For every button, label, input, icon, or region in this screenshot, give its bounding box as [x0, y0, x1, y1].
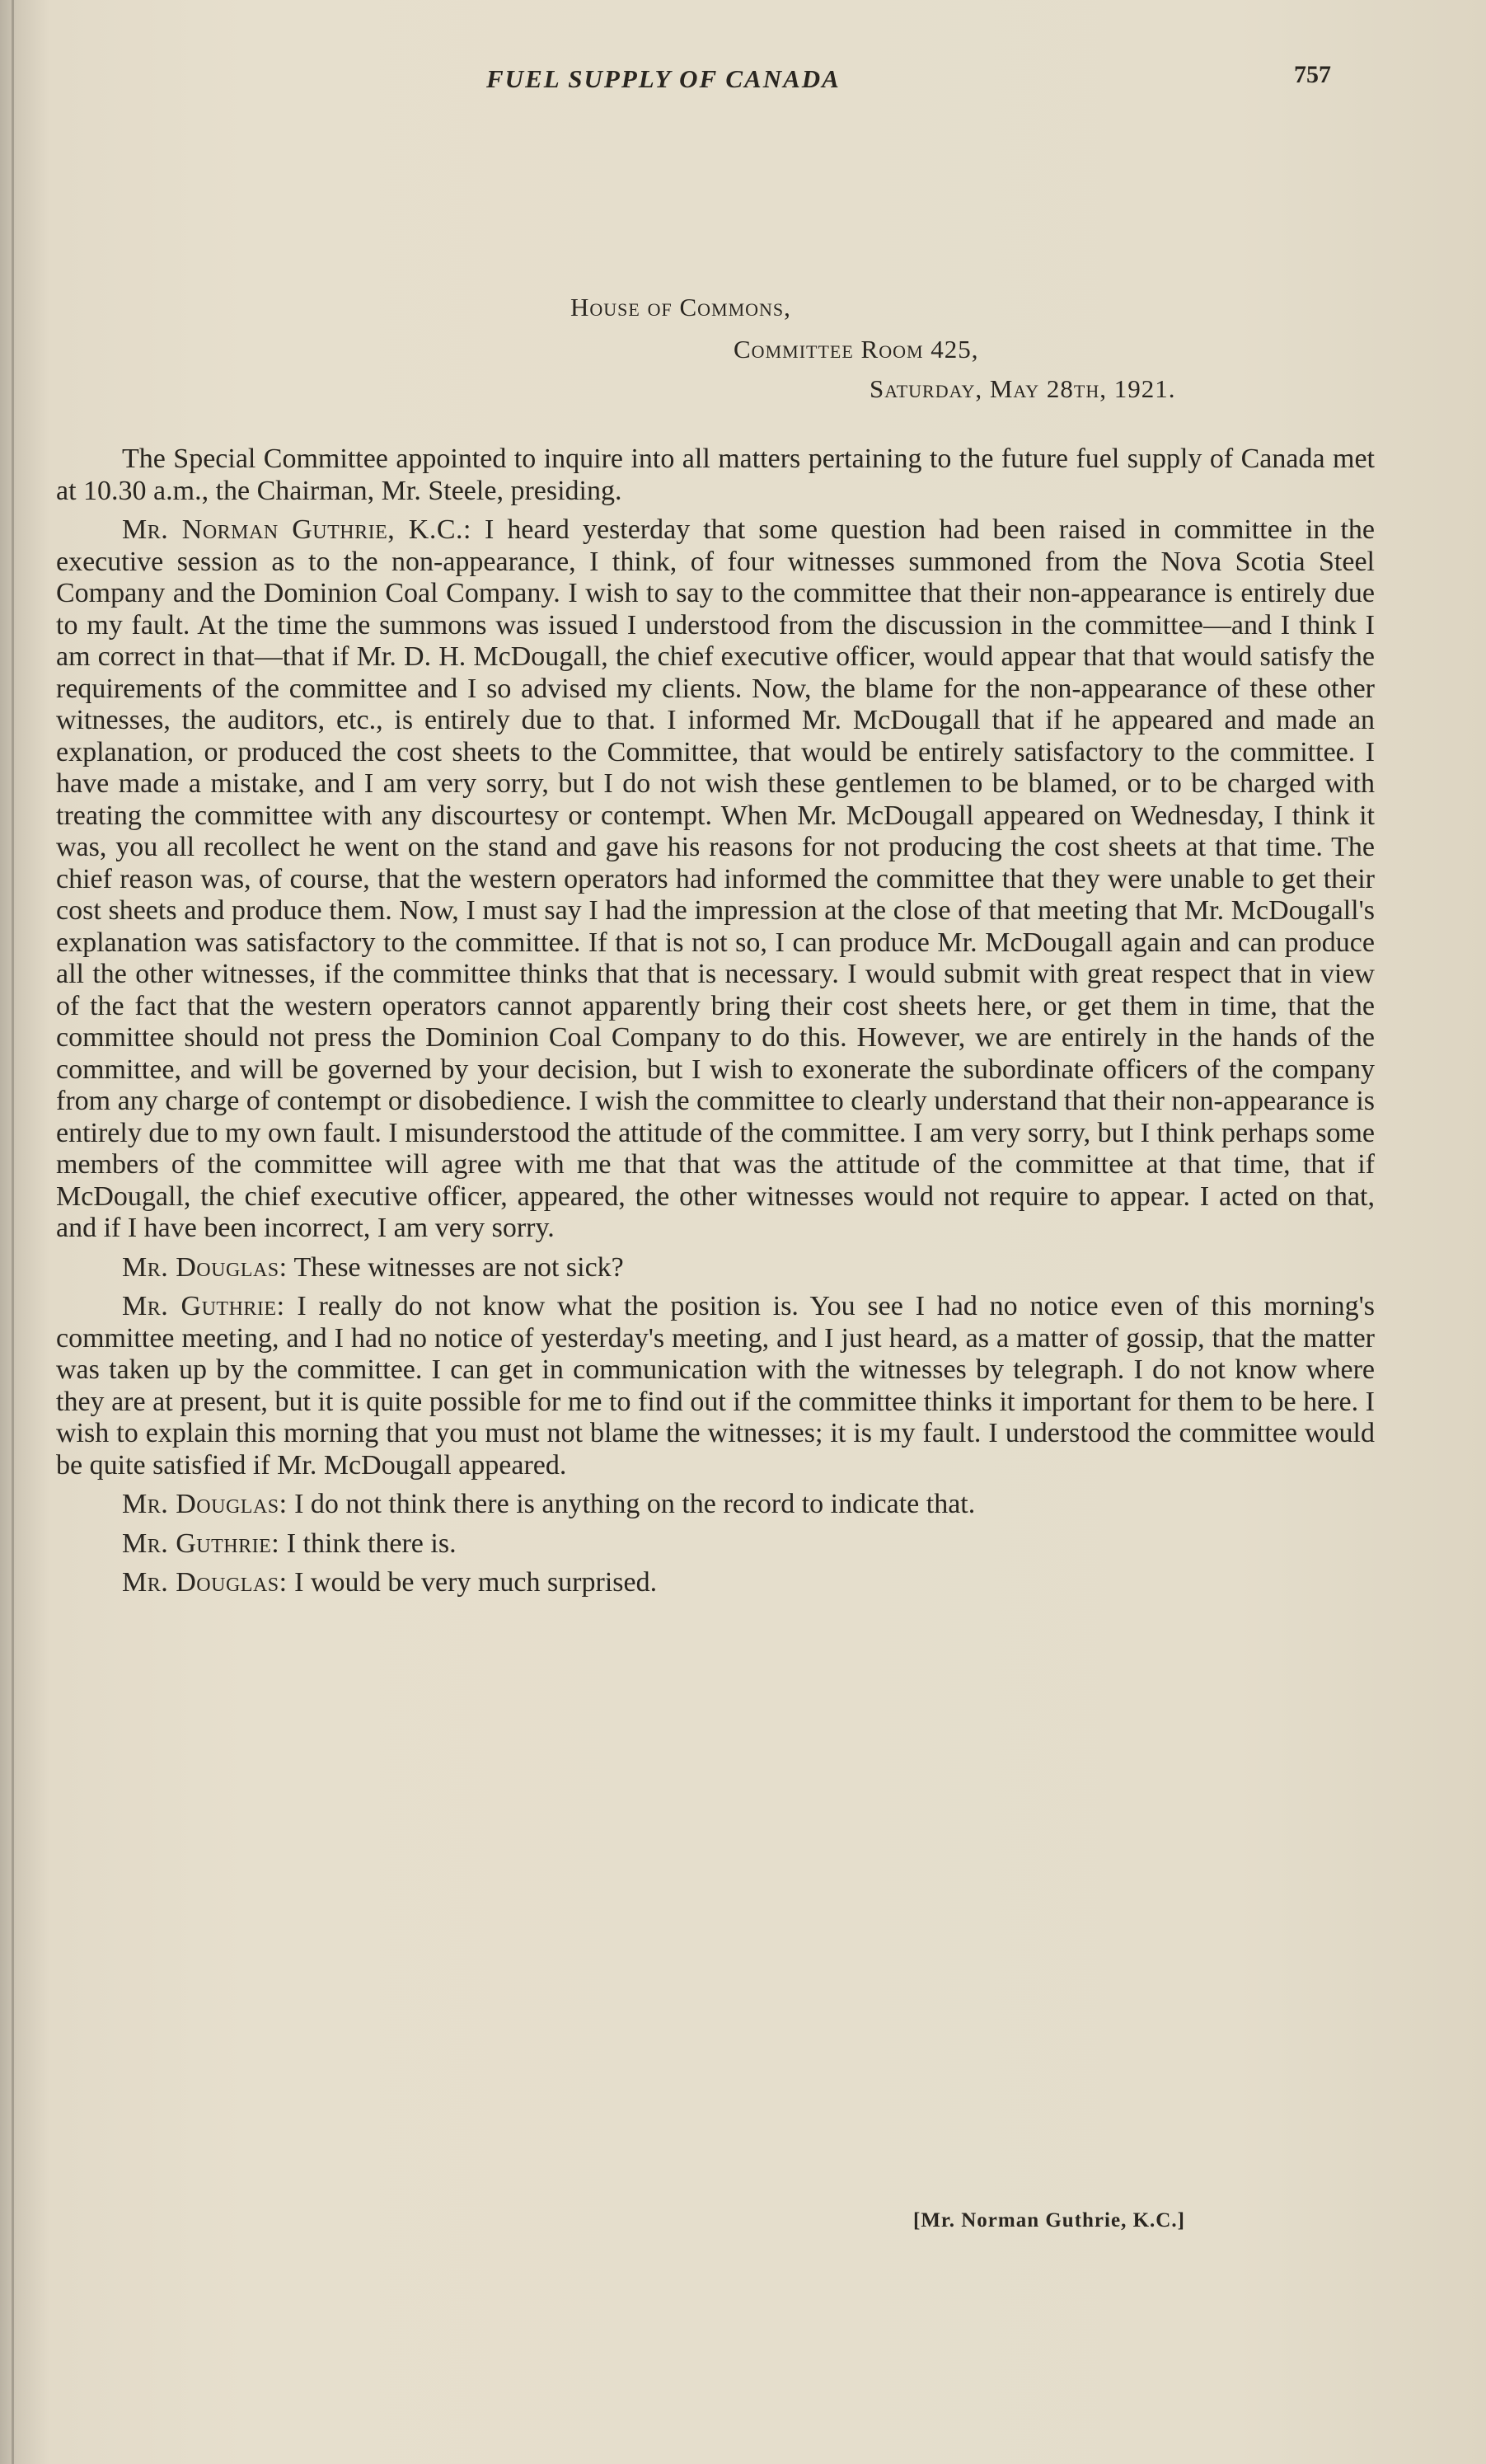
running-title: FUEL SUPPLY OF CANADA: [486, 64, 841, 93]
speaker-label: Mr. Guthrie:: [122, 1291, 285, 1321]
speaker-label: Mr. Guthrie:: [122, 1528, 280, 1559]
speaker-label: Mr. Norman Guthrie, K.C.:: [122, 514, 471, 545]
heading-house: House of Commons,: [570, 293, 791, 321]
binding-gutter: [12, 0, 14, 2464]
proceedings-text: [56, 444, 1375, 1607]
speaker-label: Mr. Douglas:: [122, 1251, 288, 1283]
paragraph-text: I think there is.: [279, 1528, 457, 1559]
paragraph-text: I do not think there is anything on the record to indicate that.: [287, 1489, 976, 1519]
running-header: [0, 61, 1486, 106]
speaker-label: Mr. Douglas:: [122, 1489, 288, 1519]
paragraph-opening: [56, 444, 1375, 507]
heading-room: Committee Room 425,: [734, 335, 979, 364]
speaker-catchword: [Mr. Norman Guthrie, K.C.]: [913, 2209, 1185, 2232]
paragraph-guthrie-short: [56, 1528, 1375, 1561]
paragraph-text: I really do not know what the position is. You see I had no notice even of this morning's committee meeting, and I had no notice of yesterday's meeting, and I just heard, as a matter of gossip, that the matter was taken up by the committee. I can get in communication with the witnesses by telegraph. I do not know where they are at present, but it is quite possible for me to find out if the committee thinks it important for them to be here. I wish to explain this morning that you must not blame the witnesses; it is my fault. I understood the committee would be quite satisfied if Mr. McDougall appeared.: [56, 1291, 1375, 1481]
paragraph-guthrie-reply: [56, 1291, 1375, 1481]
paragraph-text: The Special Committee appointed to inquire into all matters pertaining to the future fuel supply of Canada met at 10.30 a.m., the Chairman, Mr. Steele, presiding.: [56, 444, 1375, 506]
paragraph-douglas-surprised: [56, 1567, 1375, 1599]
paragraph-douglas-question: [56, 1252, 1375, 1284]
paragraph-douglas-record: [56, 1489, 1375, 1521]
page-number: 757: [1294, 61, 1331, 88]
paragraph-text: I would be very much surprised.: [287, 1567, 658, 1598]
paragraph-text: I heard yesterday that some question had been raised in committee in the executive session as to the non-appearance, I think, of four witnesses summoned from the Nova Scotia Steel Company and the Dominion Coal Company. I wish to say to the committee that their non-appearance is entirely due to my fault. At the time the summons was issued I understood from the discussion in the committee—and I think I am correct in that—that if Mr. D. H. McDougall, the chief executive officer, would appear that that would satisfy the requirements of the committee and I so advised my clients. Now, the blame for the non-appearance of these other witnesses, the auditors, etc., is entirely due to that. I informed Mr. McDougall that if he appeared and made an explanation, or produced the cost sheets to the Committee, that would be entirely satisfactory to the committee. I have made a mistake, and I am very sorry, but I do not wish these gentlemen to be blamed, or to be charged with treating the committee with any discourtesy or contempt. When Mr. McDougall appeared on Wednesday, I think it was, you all recollect he went on the stand and gave his reasons for not producing the cost sheets at that time. The chief reason was, of course, that the western operators had informed the committee that they were unable to get their cost sheets and produce them. Now, I must say I had the impression at the close of that meeting that Mr. McDougall's explanation was satisfactory to the committee. If that is not so, I can produce Mr. McDougall again and can produce all the other witnesses, if the committee thinks that that is necessary. I would submit with great respect that in view of the fact that the western operators cannot apparently bring their cost sheets here, or get them in time, that the committee should not press the Dominion Coal Company to do this. However, we are entirely in the hands of the committee, and will be governed by your decision, but I wish to exonerate the subordinate officers of the company from any charge of contempt or disobedience. I wish the committee to clearly understand that their non-appearance is entirely due to my own fault. I misunderstood the attitude of the committee. I am very sorry, but I think perhaps some members of the committee will agree with me that that was the attitude of the committee at that time, that if McDougall, the chief executive officer, appeared, the other witnesses would not require to appear. I acted on that, and if I have been incorrect, I am very sorry.: [56, 514, 1375, 1243]
speaker-label: Mr. Douglas:: [122, 1567, 288, 1598]
paragraph-text: These witnesses are not sick?: [287, 1251, 624, 1283]
paragraph-guthrie-statement: [56, 514, 1375, 1245]
heading-date: Saturday, May 28th, 1921.: [870, 374, 1176, 403]
